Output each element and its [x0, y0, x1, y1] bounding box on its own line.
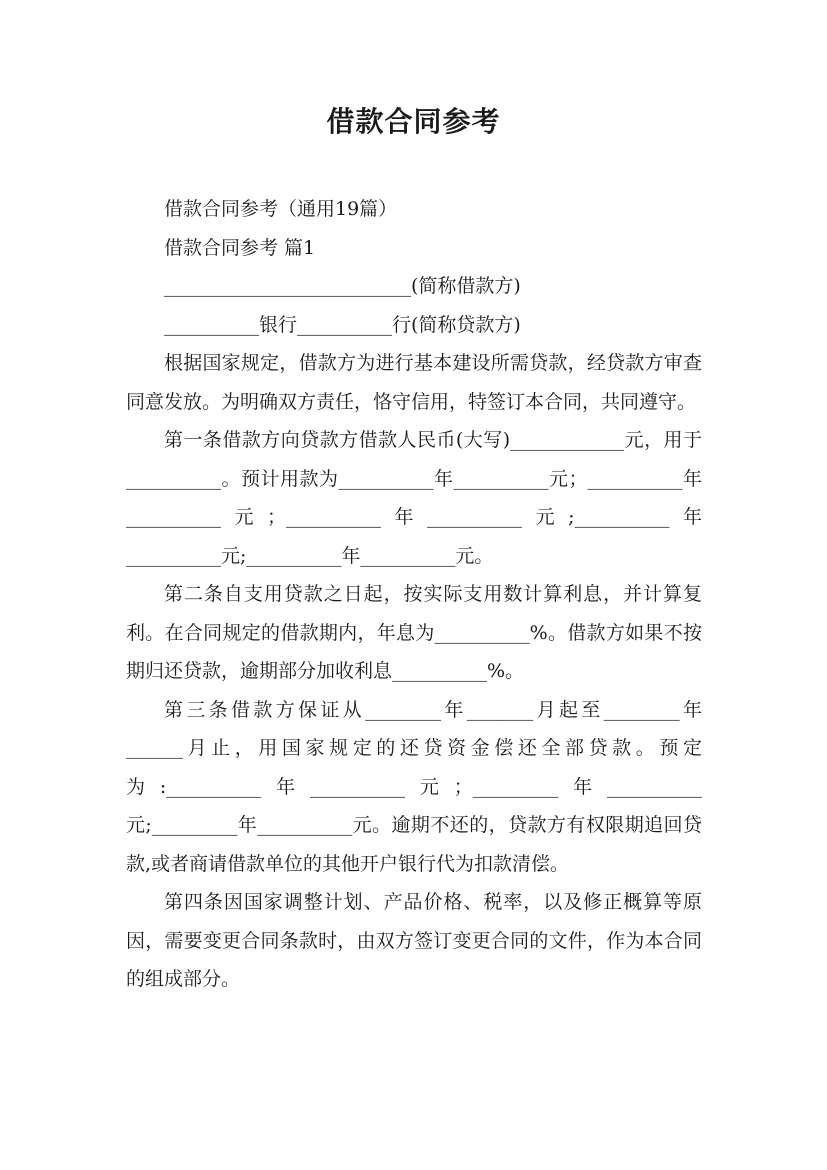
paragraph-article-2: 第二条自支用贷款之日起，按实际支用数计算利息，并计算复利。在合同规定的借款期内，年息为__________%。借款方如果不按期归还贷款，逾期部分加收利息__________%。 [126, 583, 702, 682]
paragraph-article-3: 第三条借款方保证从________年_______月起至________年______月止，用国家规定的还贷资金偿还全部贷款。预定为:__________年__________元；_________年__________元;_________年__________元。逾期不还的，贷款方有权限期追回贷款,或者商请借款单位的其他开户银行代为扣款清偿。 [126, 698, 702, 875]
paragraph-borrower-line: __________________________(简称借款方) [164, 275, 521, 297]
document-title: 借款合同参考 [326, 105, 501, 138]
document-body [126, 190, 702, 999]
paragraph-section-heading: 借款合同参考 篇1 [164, 236, 316, 259]
paragraph-preamble: 根据国家规定，借款方为进行基本建设所需贷款，经贷款方审查同意发放。为明确双方责任，恪守信用，特签订本合同，共同遵守。 [126, 352, 702, 413]
paragraph-article-4: 第四条因国家调整计划、产品价格、税率，以及修正概算等原因，需要变更合同条款时，由双方签订变更合同的文件，作为本合同的组成部分。 [126, 891, 702, 990]
paragraph-lender-line: __________银行__________行(简称贷款方) [164, 313, 521, 336]
paragraph-subtitle: 借款合同参考（通用19篇） [164, 198, 398, 220]
paragraph-article-1: 第一条借款方向贷款方借款人民币(大写)____________元，用于__________。预计用款为__________年__________元；__________年__________元；__________年__________元;__________年__________元;__________年__________元。 [126, 429, 702, 567]
